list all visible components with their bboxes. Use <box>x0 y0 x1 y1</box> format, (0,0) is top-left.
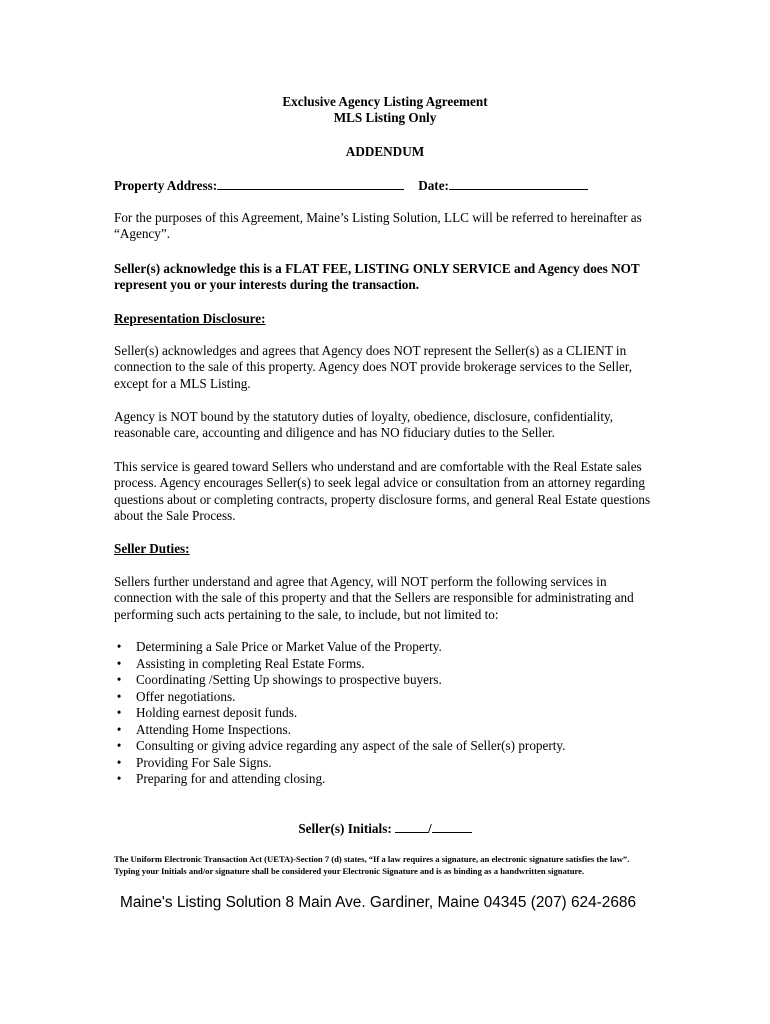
property-address-row <box>114 177 674 194</box>
intro-paragraph: For the purposes of this Agreement, Maine’s Listing Solution, LLC will be referred to hereinafter as “Agency”. <box>114 210 642 242</box>
title-line-1: Exclusive Agency Listing Agreement <box>282 94 488 109</box>
addendum-heading: ADDENDUM <box>345 144 425 159</box>
document-title <box>0 94 770 126</box>
acknowledgement-paragraph: Seller(s) acknowledge this is a FLAT FEE, LISTING ONLY SERVICE and Agency does NOT represent you or your interests during the transaction. <box>114 261 640 293</box>
seller-initials-field-1[interactable] <box>395 820 428 833</box>
list-item: • Offer negotiations. <box>114 689 662 706</box>
bullet-icon: • <box>116 655 122 671</box>
bullet-icon: • <box>116 771 122 786</box>
bullet-icon: • <box>116 688 122 704</box>
bullet-icon: • <box>116 738 122 753</box>
list-item: • Coordinating /Setting Up showings to prospective buyers. <box>114 672 662 689</box>
representation-paragraph-3: This service is geared toward Sellers who understand and are comfortable with the Real Estate sales process. Agency encourages Seller(s) to seek legal advice or consultation from an attorney regarding questions about or completing contracts, property disclosure forms, and general Real Estate questions about the Sale Process. <box>114 459 651 524</box>
list-item: • Determining a Sale Price or Market Value of the Property. <box>114 639 662 656</box>
ueta-notice: The Uniform Electronic Transaction Act (UETA)-Section 7 (d) states, “If a law requires a signature, an electronic signature satisfies the law”. Typing your Initials and/or signature shall be considered your Electronic Signature and is as binding as a handwritten signature. <box>114 854 630 877</box>
bullet-icon: • <box>116 672 122 687</box>
list-item: • Consulting or giving advice regarding any aspect of the sale of Seller(s) property. <box>114 738 662 755</box>
list-item: • Preparing for and attending closing. <box>114 771 662 788</box>
seller-duties-intro: Sellers further understand and agree that Agency, will NOT perform the following services in connection with the sale of this property and that the Sellers are responsible for administrating and performing such acts pertaining to the sale, to include, but not limited to: <box>114 574 634 622</box>
list-item: • Attending Home Inspections. <box>114 722 662 739</box>
seller-initials-label: Seller(s) Initials: <box>298 821 392 836</box>
bullet-icon: • <box>116 721 122 737</box>
bullet-icon: • <box>116 754 122 770</box>
list-item: • Assisting in completing Real Estate Forms. <box>114 656 662 673</box>
list-item: • Providing For Sale Signs. <box>114 755 662 772</box>
date-field[interactable] <box>449 177 588 190</box>
initials-separator: / <box>428 821 432 836</box>
date-label: Date: <box>418 178 449 193</box>
footer-contact: Maine's Listing Solution 8 Main Ave. Gardiner, Maine 04345 (207) 624-2686 <box>120 894 636 911</box>
seller-duties-heading: Seller Duties: <box>114 541 190 556</box>
list-item: • Holding earnest deposit funds. <box>114 705 662 722</box>
property-address-field[interactable] <box>217 177 404 190</box>
representation-paragraph-2: Agency is NOT bound by the statutory duties of loyalty, obedience, disclosure, confidentiality, reasonable care, accounting and diligence and has NO fiduciary duties to the Seller. <box>114 409 614 441</box>
seller-duties-list <box>114 639 662 788</box>
bullet-icon: • <box>116 639 122 654</box>
title-line-2: MLS Listing Only <box>333 110 437 125</box>
seller-initials-row <box>0 820 770 837</box>
property-address-label: Property Address: <box>114 178 218 193</box>
representation-disclosure-heading: Representation Disclosure: <box>114 311 266 326</box>
seller-initials-field-2[interactable] <box>432 820 472 833</box>
representation-paragraph-1: Seller(s) acknowledges and agrees that Agency does NOT represent the Seller(s) as a CLIENT in connection to the sale of this property. Agency does NOT provide brokerage services to the Seller, except for a MLS Listing. <box>114 343 633 391</box>
bullet-icon: • <box>116 705 122 720</box>
